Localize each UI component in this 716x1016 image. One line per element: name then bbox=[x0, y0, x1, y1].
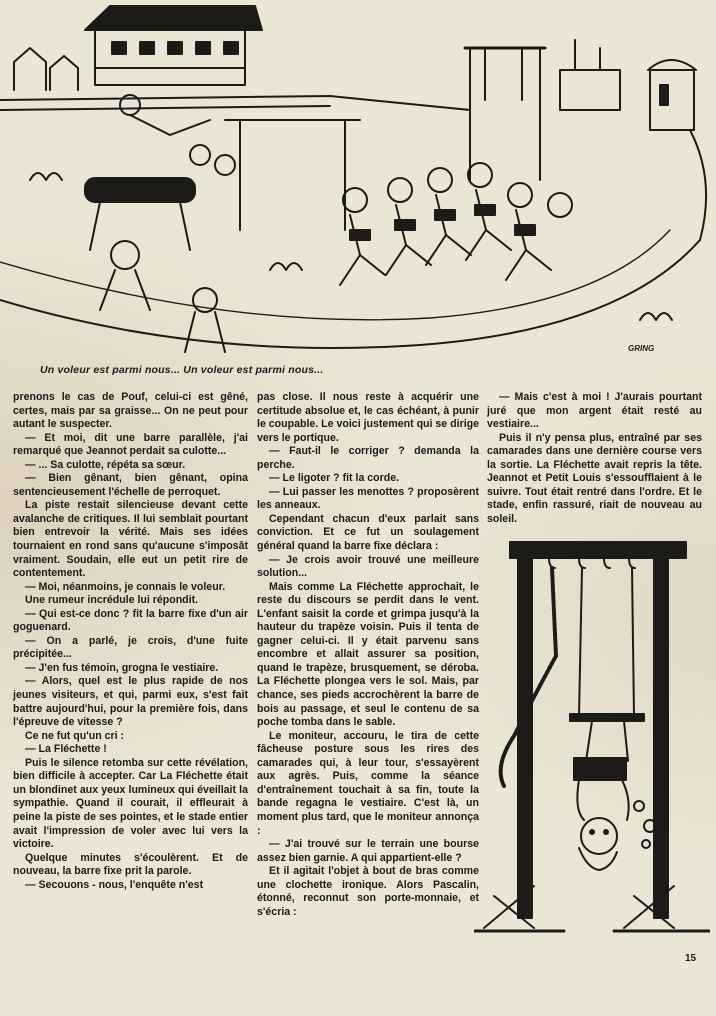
text-column-1 bbox=[13, 391, 248, 892]
page-number: 15 bbox=[685, 953, 697, 964]
paragraph: Cependant chacun d'eux parlait sans conviction. Et ce fut un soulagement général quand la barre fixe déclara : bbox=[257, 512, 479, 553]
paragraph: — Alors, quel est le plus rapide de nos jeunes visiteurs, et qui, parmi eux, s'est fait battre aujourd'hui, pour la première fois, dans l'épreuve de vitesse ? bbox=[13, 675, 248, 729]
illustrator-signature: GRING bbox=[628, 344, 655, 353]
paragraph: — Je crois avoir trouvé une meilleure solution... bbox=[257, 553, 479, 580]
paragraph: — Moi, néanmoins, je connais le voleur. bbox=[25, 580, 226, 593]
paragraph: — On a parlé, je crois, d'une fuite précipitée... bbox=[13, 634, 248, 661]
paragraph: pas close. Il nous reste à acquérir une certitude absolue et, le cas échéant, à punir le coupable. Le voici justement qui se dirige vers le portique. bbox=[257, 391, 479, 444]
paragraph: — Qui est-ce donc ? fit la barre fixe d'un air goguenard. bbox=[13, 607, 248, 634]
paragraph: Puis il n'y pensa plus, entraîné par ses camarades dans une dernière course vers la sortie. La Fléchette avait repris la tête. Jeannot et Petit Louis s'essoufflaient à le suivre. Tout était rentré dans l'ordre. Et le stade, enfin rassuré, riait de nouveau au soleil. bbox=[487, 431, 702, 525]
paragraph: — Et moi, dit une barre parallèle, j'ai remarqué que Jeannot perdait sa culotte... bbox=[13, 431, 248, 458]
paragraph: — ... Sa culotte, répéta sa sœur. bbox=[25, 458, 186, 471]
paragraph: — Mais c'est à moi ! J'aurais pourtant juré que mon argent était resté au vestiaire... bbox=[487, 391, 702, 431]
paragraph: Le moniteur, accouru, le tira de cette fâcheuse posture sous les rires des camarades qui, à leur tour, s'essayèrent aux agrès. Puis, comme la séance d'entraînement touchait à sa fin, toute la bande regagna le vestiaire. C'est là, un moment plus tard, que le moniteur annonça : bbox=[257, 729, 479, 837]
trapeze-illustration bbox=[474, 536, 710, 940]
paragraph: — J'ai trouvé sur le terrain une bourse assez bien garnie. A qui appartient-elle ? bbox=[257, 838, 479, 864]
paragraph: Ce ne fut qu'un cri : bbox=[25, 729, 125, 742]
paragraph: Une rumeur incrédule lui répondit. bbox=[25, 594, 199, 607]
paragraph: Mais comme La Fléchette approchait, le reste du discours se perdit dans le vent. L'enfant saisit la corde et grimpa jusqu'à la hauteur du trapèze voisin. Puis il tenta de gagner celui-ci. Il y était parvenu sans encombre et allait assurer sa position, quand le trapèze, brusquement, se déroba. La Fléchette plongea vers le sol. Mais, par chance, ses pieds accrochèrent la barre de bois au passage, et seul le contenu de sa poche tomba dans le sable. bbox=[257, 580, 479, 729]
paragraph: — Faut-il le corriger ? demanda la perche. bbox=[257, 445, 479, 471]
paragraph: — J'en fus témoin, grogna le vestiaire. bbox=[25, 661, 219, 674]
paragraph: Puis le silence retomba sur cette révélation, bien difficile à accepter. Car La Fléchette était un blondinet aux yeux lumineux qui éveillait la sympathie. Quand il courait, il effleurait à peine la piste de ses pointes, et le stade entier avait l'impression de voler avec lui vers la victoire. bbox=[13, 756, 248, 851]
stadium-illustration bbox=[0, 0, 716, 360]
paragraph: — Bien gênant, bien gênant, opina sentencieusement l'échelle de perroquet. bbox=[13, 472, 248, 498]
paragraph: La piste restait silencieuse devant cette avalanche de critiques. Il lui semblait pourtant bien entrevoir la vérité. Mais ses idées tournaient en rond sans qu'aucune s'imposât vraiment. Soudain, elle eut un petit rire de contentement. bbox=[13, 499, 248, 580]
paragraph: Et il agitait l'objet à bout de bras comme une clochette ironique. Alors Pascalin, étonné, reconnut son porte-monnaie, et s'écria : bbox=[257, 865, 479, 918]
text-column-2 bbox=[257, 391, 479, 919]
paragraph: Quelque minutes s'écoulèrent. Et de nouveau, la barre fixe prit la parole. bbox=[13, 851, 248, 878]
paragraph: — La Fléchette ! bbox=[25, 743, 107, 756]
text-column-3 bbox=[487, 391, 702, 526]
illustration-caption: Un voleur est parmi nous... Un voleur est parmi nous... bbox=[40, 364, 324, 376]
paragraph: prenons le cas de Pouf, celui-ci est gêné, certes, mais par sa graisse... On ne peut pour autant le suspecter. bbox=[13, 391, 248, 431]
paragraph: — Lui passer les menottes ? proposèrent les anneaux. bbox=[257, 485, 479, 512]
paragraph: — Le ligoter ? fit la corde. bbox=[269, 472, 400, 485]
paragraph: — Secouons - nous, l'enquête n'est bbox=[25, 878, 204, 891]
